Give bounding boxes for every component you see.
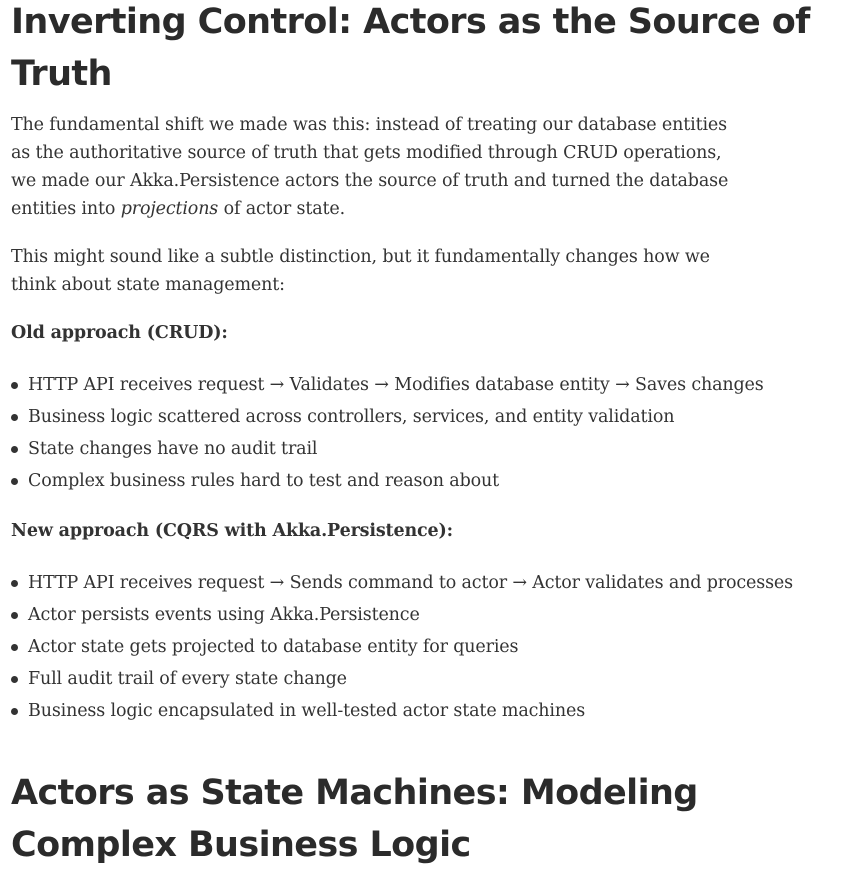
bullet-icon xyxy=(11,644,18,651)
bullet-icon xyxy=(11,414,18,421)
list-item-text: Business logic encapsulated in well-tested actor state machines xyxy=(28,701,586,721)
list-item-text: Actor state gets projected to database entity for queries xyxy=(28,637,519,657)
distinction-paragraph: This might sound like a subtle distinction, but it fundamentally changes how we think about state management: xyxy=(11,247,710,295)
bullet-icon xyxy=(11,446,18,453)
intro-text-after: of actor state. xyxy=(218,199,346,219)
list-item xyxy=(11,567,831,599)
list-item xyxy=(11,663,831,695)
list-item xyxy=(11,631,831,663)
list-item-text: Full audit trail of every state change xyxy=(28,669,347,689)
new-approach-list xyxy=(11,567,831,727)
old-approach-label: Old approach (CRUD): xyxy=(11,323,228,343)
list-item-text: Actor persists events using Akka.Persistence xyxy=(28,605,420,625)
list-item-text: HTTP API receives request → Validates → Modifies database entity → Saves changes xyxy=(28,375,764,395)
intro-paragraph xyxy=(11,111,751,223)
new-approach-label: New approach (CQRS with Akka.Persistence): xyxy=(11,521,453,541)
list-item-text: State changes have no audit trail xyxy=(28,439,318,459)
bullet-icon xyxy=(11,612,18,619)
section-heading-inverting-control: Inverting Control: Actors as the Source of Truth xyxy=(11,2,810,94)
list-item xyxy=(11,369,831,401)
list-item-text: HTTP API receives request → Sends command to actor → Actor validates and processes xyxy=(28,573,793,593)
list-item xyxy=(11,465,831,497)
list-item xyxy=(11,401,831,433)
intro-text-before: The fundamental shift we made was this: instead of treating our database entities as the authoritative source of truth that gets modified through CRUD operations, we made our Akka.Persistence actors the source of truth and turned the database entities into xyxy=(11,115,729,219)
list-item xyxy=(11,433,831,465)
old-approach-list xyxy=(11,369,831,497)
section-heading-state-machines: Actors as State Machines: Modeling Complex Business Logic xyxy=(11,773,698,865)
bullet-icon xyxy=(11,478,18,485)
bullet-icon xyxy=(11,580,18,587)
intro-emphasis: projections xyxy=(120,199,219,219)
bullet-icon xyxy=(11,676,18,683)
list-item-text: Complex business rules hard to test and reason about xyxy=(28,471,500,491)
bullet-icon xyxy=(11,708,18,715)
list-item xyxy=(11,599,831,631)
bullet-icon xyxy=(11,382,18,389)
list-item-text: Business logic scattered across controllers, services, and entity validation xyxy=(28,407,675,427)
article-body xyxy=(11,0,831,871)
list-item xyxy=(11,695,831,727)
